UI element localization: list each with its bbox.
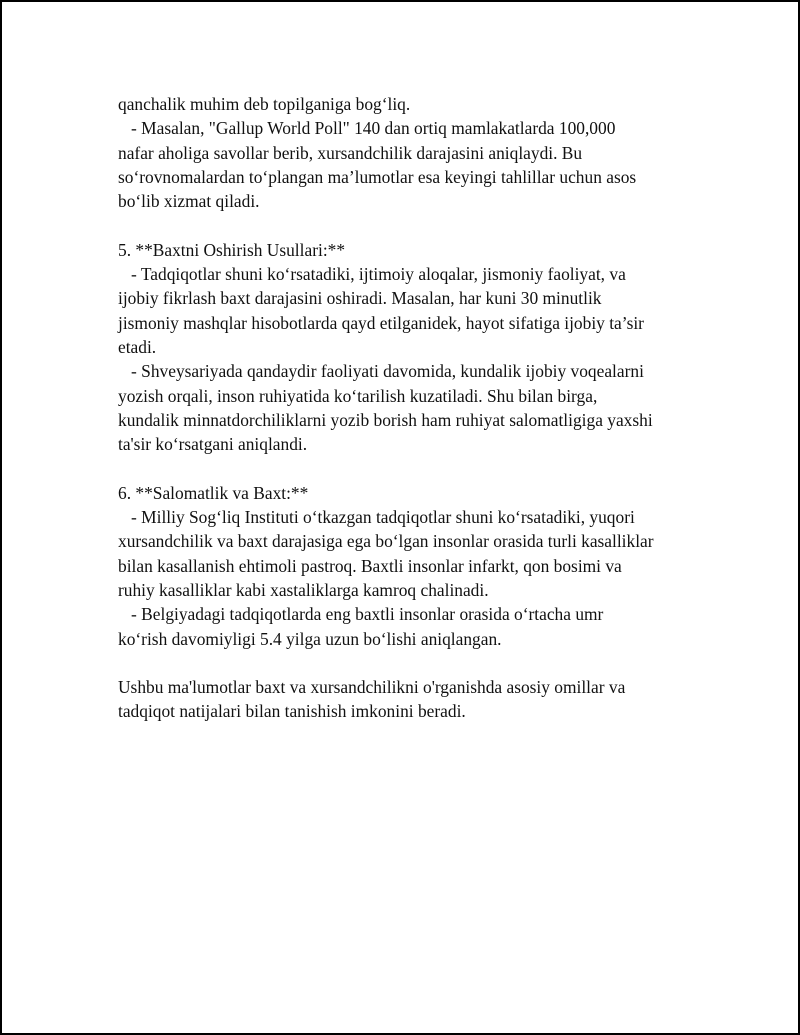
list-item-line: - Belgiyadagi tadqiqotlarda eng baxtli insonlar orasida o‘rtacha umr <box>118 604 604 625</box>
text-line: so‘rovnomalardan to‘plangan ma’lumotlar esa keyingi tahlillar uchun asos <box>118 166 637 187</box>
text-line: jismoniy mashqlar hisobotlarda qayd etilganidek, hayot sifatiga ijobiy ta’sir <box>118 312 644 333</box>
list-item-line: - Masalan, "Gallup World Poll" 140 dan ortiq mamlakatlarda 100,000 <box>118 118 616 139</box>
paragraph-gap <box>118 456 708 480</box>
paragraph-gap <box>118 213 708 237</box>
text-line: tadqiqot natijalari bilan tanishish imkonini beradi. <box>118 701 466 722</box>
section-heading: 6. **Salomatlik va Baxt:** <box>118 482 309 503</box>
text-line: yozish orqali, inson ruhiyatida ko‘tarilish kuzatiladi. Shu bilan birga, <box>118 385 598 406</box>
text-line: ruhiy kasalliklar kabi xastaliklarga kamroq chalinadi. <box>118 579 489 600</box>
text-line: qanchalik muhim deb topilganiga bog‘liq. <box>118 94 411 114</box>
document-body <box>118 92 708 724</box>
text-line: ta'sir ko‘rsatgani aniqlandi. <box>118 434 308 455</box>
text-line: Ushbu ma'lumotlar baxt va xursandchilikni o'rganishda asosiy omillar va <box>118 677 626 698</box>
list-item-line: - Shveysariyada qandaydir faoliyati davomida, kundalik ijobiy voqealarni <box>118 361 644 382</box>
text-line: etadi. <box>118 336 157 357</box>
text-line: bo‘lib xizmat qiladi. <box>118 191 260 212</box>
section-heading: 5. **Baxtni Oshirish Usullari:** <box>118 239 346 260</box>
text-line: nafar aholiga savollar berib, xursandchilik darajasini aniqlaydi. Bu <box>118 142 583 163</box>
text-line: kundalik minnatdorchiliklarni yozib borish ham ruhiyat salomatligiga yaxshi <box>118 409 653 430</box>
text-line: ko‘rish davomiyligi 5.4 yilga uzun bo‘lishi aniqlangan. <box>118 628 502 649</box>
list-item-line: - Milliy Sog‘liq Instituti o‘tkazgan tadqiqotlar shuni ko‘rsatadiki, yuqori <box>118 507 635 528</box>
text-line: ijobiy fikrlash baxt darajasini oshiradi. Masalan, har kuni 30 minutlik <box>118 288 602 309</box>
list-item-line: - Tadqiqotlar shuni ko‘rsatadiki, ijtimoiy aloqalar, jismoniy faoliyat, va <box>118 264 626 285</box>
text-line: bilan kasallanish ehtimoli pastroq. Baxtli insonlar infarkt, qon bosimi va <box>118 555 622 576</box>
paragraph-gap <box>118 651 708 675</box>
text-line: xursandchilik va baxt darajasiga ega bo‘lgan insonlar orasida turli kasalliklar <box>118 531 654 552</box>
